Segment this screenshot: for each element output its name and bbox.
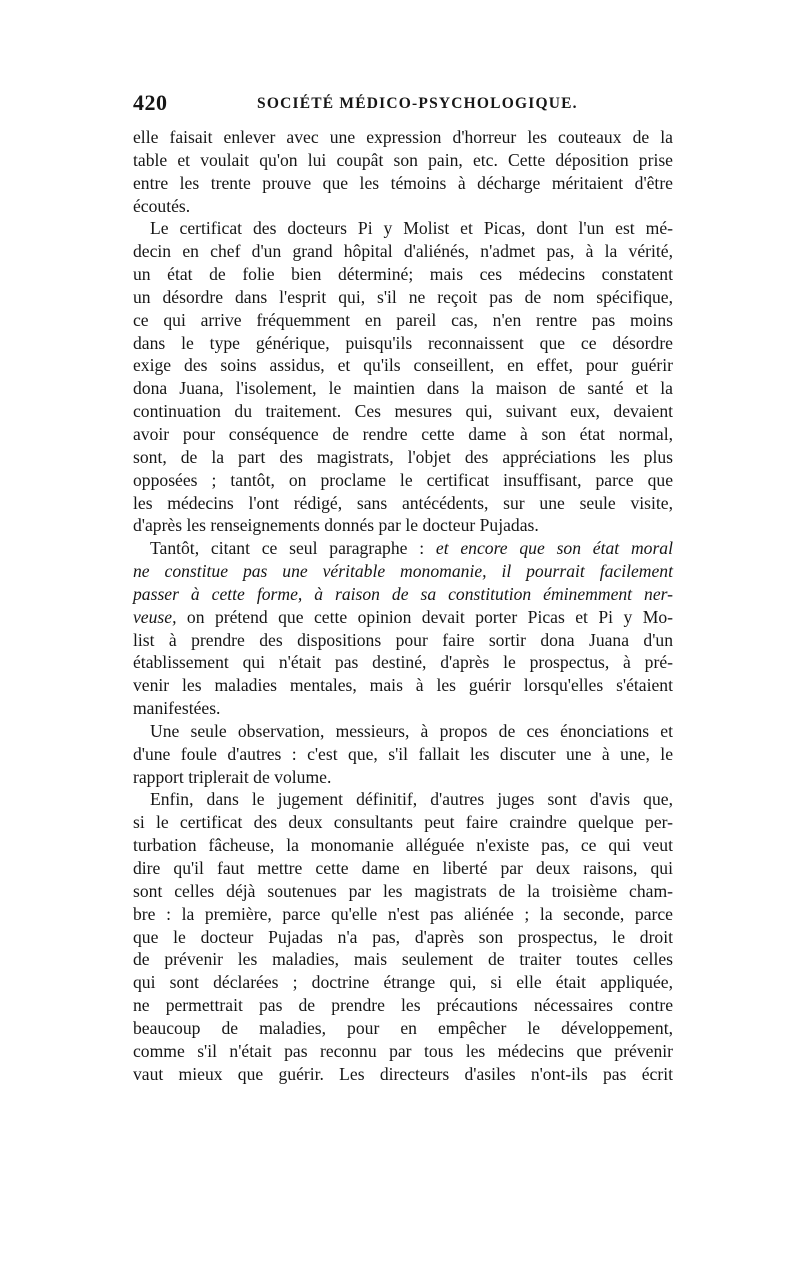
text-fragment: entre les trente prouve que les témoins à décharge méritaient d'être <box>133 172 673 193</box>
text-fragment: d'une foule d'autres : c'est que, s'il fallait les discuter une à une, le <box>133 743 673 764</box>
page-number: 420 <box>133 90 168 115</box>
text-line <box>133 286 673 309</box>
paragraph <box>133 217 673 537</box>
running-head <box>133 90 673 118</box>
text-fragment: on prétend que cette opinion devait porter Picas et Pi y Mo- <box>176 606 673 627</box>
body-text <box>133 126 673 1085</box>
text-line <box>133 400 673 423</box>
text-fragment: de prévenir les maladies, mais seulement de traiter toutes celles <box>133 949 673 970</box>
text-fragment: un état de folie bien déterminé; mais ces médecins constatent <box>133 264 673 285</box>
text-fragment: beaucoup de maladies, pour en empêcher le développement, <box>133 1017 673 1038</box>
running-title: SOCIÉTÉ MÉDICO-PSYCHOLOGIQUE. <box>257 95 578 112</box>
text-line <box>133 674 673 697</box>
paragraph <box>133 537 673 720</box>
text-line <box>133 857 673 880</box>
text-line <box>133 834 673 857</box>
text-line <box>133 606 673 629</box>
paragraph <box>133 788 673 1085</box>
paragraph <box>133 126 673 217</box>
text-line <box>133 560 673 583</box>
text-fragment: Enfin, dans le jugement définitif, d'autres juges sont d'avis que, <box>150 789 673 810</box>
text-fragment: elle faisait enlever avec une expression d'horreur les couteaux de la <box>133 127 673 147</box>
italic-text: et encore que son état moral <box>435 538 673 559</box>
text-fragment: decin en chef d'un grand hôpital d'aliénés, n'admet pas, à la vérité, <box>133 241 673 262</box>
text-line <box>133 697 673 720</box>
text-line <box>133 994 673 1017</box>
text-fragment: un désordre dans l'esprit qui, s'il ne reçoit pas de nom spécifique, <box>133 286 673 307</box>
text-line <box>133 948 673 971</box>
text-line <box>133 1017 673 1040</box>
text-line <box>133 926 673 949</box>
text-fragment: vaut mieux que guérir. Les directeurs d'asiles n'ont-ils pas écrit <box>133 1063 673 1084</box>
text-line <box>133 263 673 286</box>
text-fragment: table et voulait qu'on lui coupât son pain, etc. Cette déposition prise <box>133 149 673 170</box>
text-fragment: qui sont déclarées ; doctrine étrange qui, si elle était appliquée, <box>133 972 673 993</box>
text-fragment: sont, de la part des magistrats, l'objet des appréciations les plus <box>133 446 673 467</box>
text-line <box>133 332 673 355</box>
text-line <box>133 720 673 743</box>
text-fragment: avoir pour conséquence de rendre cette dame à son état normal, <box>133 423 673 444</box>
text-line <box>133 1040 673 1063</box>
text-line <box>133 423 673 446</box>
italic-text: veuse, <box>133 606 177 627</box>
text-line <box>133 172 673 195</box>
text-fragment: écoutés. <box>133 195 191 216</box>
text-line <box>133 537 673 560</box>
text-fragment: si le certificat des deux consultants peut faire craindre quelque per- <box>133 812 673 833</box>
text-fragment: ne permettrait pas de prendre les précautions nécessaires contre <box>133 995 673 1016</box>
text-line <box>133 651 673 674</box>
text-fragment: les médecins l'ont rédigé, sans antécédents, sur une seule visite, <box>133 492 673 513</box>
text-line <box>133 1063 673 1086</box>
text-fragment: Une seule observation, messieurs, à propos de ces énonciations et <box>150 720 673 741</box>
text-line <box>133 903 673 926</box>
text-fragment: Le certificat des docteurs Pi y Molist et Picas, dont l'un est mé- <box>150 218 673 239</box>
text-fragment: venir les maladies mentales, mais à les guérir lorsqu'elles s'étaient <box>133 675 673 696</box>
text-line <box>133 126 673 149</box>
text-line <box>133 240 673 263</box>
text-line <box>133 195 673 218</box>
text-line <box>133 971 673 994</box>
text-line <box>133 880 673 903</box>
text-line <box>133 514 673 537</box>
text-line <box>133 149 673 172</box>
text-line <box>133 629 673 652</box>
text-fragment: bre : la première, parce qu'elle n'est pas aliénée ; la seconde, parce <box>133 903 673 924</box>
text-line <box>133 766 673 789</box>
text-line <box>133 492 673 515</box>
text-fragment: dans le type générique, puisqu'ils reconnaissent que ce désordre <box>133 332 673 353</box>
text-line <box>133 788 673 811</box>
text-line <box>133 354 673 377</box>
text-fragment: Tantôt, citant ce seul paragraphe : <box>150 538 436 559</box>
text-fragment: exige des soins assidus, et qu'ils conseillent, en effet, pour guérir <box>133 355 673 376</box>
text-fragment: manifestées. <box>133 698 221 719</box>
text-line <box>133 217 673 240</box>
text-line <box>133 377 673 400</box>
text-line <box>133 583 673 606</box>
italic-text: passer à cette forme, à raison de sa constitution éminemment ner- <box>133 583 673 604</box>
text-fragment: que le docteur Pujadas n'a pas, d'après son prospectus, le droit <box>133 926 673 947</box>
text-line <box>133 446 673 469</box>
paragraph <box>133 720 673 789</box>
italic-text: ne constitue pas une véritable monomanie, il pourrait facilement <box>133 561 673 582</box>
text-fragment: comme s'il n'était pas reconnu par tous les médecins que prévenir <box>133 1040 673 1061</box>
text-fragment: sont celles déjà soutenues par les magistrats de la troisième cham- <box>133 880 673 901</box>
text-fragment: dona Juana, l'isolement, le maintien dans la maison de santé et la <box>133 378 673 399</box>
text-fragment: établissement qui n'était pas destiné, d'après le prospectus, à pré- <box>133 652 673 673</box>
text-fragment: ce qui arrive fréquemment en pareil cas, n'en rentre pas moins <box>133 309 673 330</box>
text-line <box>133 309 673 332</box>
text-line <box>133 743 673 766</box>
text-fragment: rapport triplerait de volume. <box>133 766 332 787</box>
text-fragment: turbation fâcheuse, la monomanie alléguée n'existe pas, ce qui veut <box>133 835 673 856</box>
text-line <box>133 469 673 492</box>
text-fragment: opposées ; tantôt, on proclame le certificat insuffisant, parce que <box>133 469 673 490</box>
text-fragment: d'après les renseignements donnés par le docteur Pujadas. <box>133 515 539 536</box>
text-fragment: dire qu'il faut mettre cette dame en liberté par deux raisons, qui <box>133 858 673 878</box>
text-fragment: continuation du traitement. Ces mesures qui, suivant eux, devaient <box>133 401 673 422</box>
text-line <box>133 811 673 834</box>
text-fragment: list à prendre des dispositions pour faire sortir dona Juana d'un <box>133 629 673 650</box>
